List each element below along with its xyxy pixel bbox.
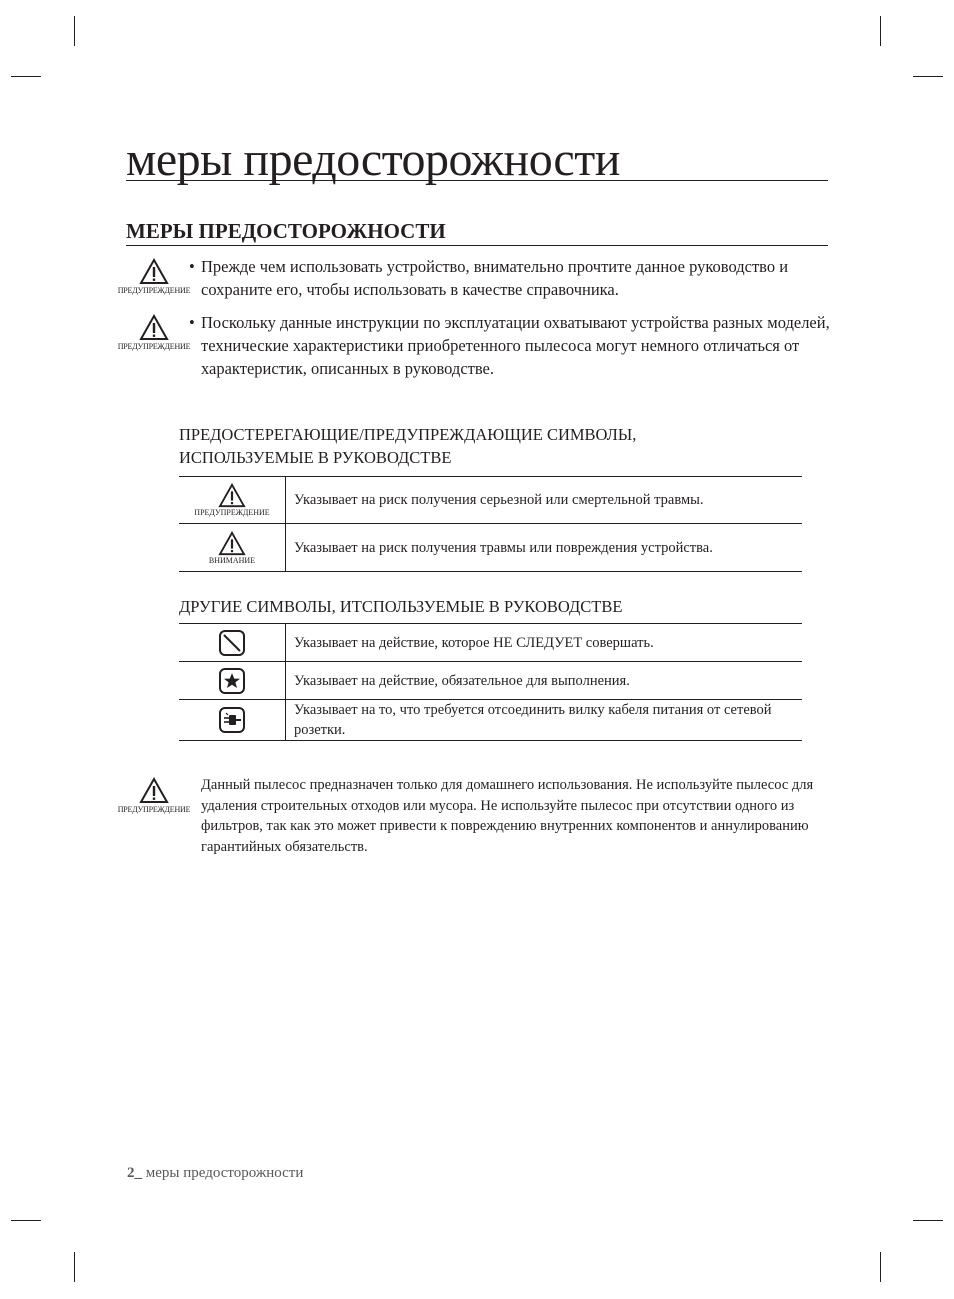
symbol-description: Указывает на риск получения серьезной или смертельной травмы. xyxy=(286,477,803,524)
warning-text xyxy=(189,311,834,380)
warning-label: ПРЕДУПРЕЖДЕНИЕ xyxy=(117,342,191,351)
symbol-cell xyxy=(179,700,286,741)
warning-badge xyxy=(114,314,194,351)
star-icon xyxy=(218,667,246,695)
table-row xyxy=(179,700,802,741)
bullet: • xyxy=(189,257,195,276)
symbol-cell xyxy=(179,662,286,700)
table-row xyxy=(179,477,802,524)
page-number: 2_ xyxy=(127,1165,142,1181)
footer-section: меры предосторожности xyxy=(142,1165,304,1181)
table-row xyxy=(179,662,802,700)
symbol-description: Указывает на действие, обязательное для выполнения. xyxy=(286,662,803,700)
warning-symbols-heading xyxy=(179,423,819,469)
page-footer xyxy=(127,1165,303,1182)
symbol-label: ПРЕДУПРЕЖДЕНИЕ xyxy=(194,508,270,517)
warning-badge xyxy=(114,258,194,295)
section-heading: МЕРЫ ПРЕДОСТОРОЖНОСТИ xyxy=(126,219,828,246)
crop-mark xyxy=(11,76,41,77)
warning-symbols-heading-line2: ИСПОЛЬЗУЕМЫЕ В РУКОВОДСТВЕ xyxy=(179,448,452,467)
bullet: • xyxy=(189,313,195,332)
crop-mark xyxy=(913,1220,943,1221)
warning-text-body: Поскольку данные инструкции по эксплуатации охватывают устройства разных моделей, технические характеристики приобретенного пылесоса могут немного отличаться от характеристик, описанных в руководстве. xyxy=(201,313,830,378)
unplug-icon xyxy=(218,706,246,734)
symbol-description: Указывает на риск получения травмы или повреждения устройства. xyxy=(286,524,803,572)
warning-symbols-heading-line1: ПРЕДОСТЕРЕГАЮЩИЕ/ПРЕДУПРЕЖДАЮЩИЕ СИМВОЛЫ, xyxy=(179,425,637,444)
warning-triangle-icon xyxy=(139,777,169,804)
symbol-cell xyxy=(179,524,286,572)
warning-text xyxy=(189,255,834,301)
table-row xyxy=(179,624,802,662)
warning-text-body: Прежде чем использовать устройство, внимательно прочтите данное руководство и сохраните его, чтобы использовать в качестве справочника. xyxy=(201,257,789,299)
warning-label: ПРЕДУПРЕЖДЕНИЕ xyxy=(117,805,191,814)
symbol-cell xyxy=(179,477,286,524)
crop-mark xyxy=(74,16,75,46)
warning-label: ПРЕДУПРЕЖДЕНИЕ xyxy=(117,286,191,295)
prohibited-icon xyxy=(218,629,246,657)
symbol-cell xyxy=(179,624,286,662)
crop-mark xyxy=(880,16,881,46)
table-row xyxy=(179,524,802,572)
crop-mark xyxy=(11,1220,41,1221)
crop-mark xyxy=(880,1252,881,1282)
crop-mark xyxy=(913,76,943,77)
other-symbols-heading: ДРУГИЕ СИМВОЛЫ, ИТСПОЛЬЗУЕМЫЕ В РУКОВОДСТВЕ xyxy=(179,597,623,616)
warning-triangle-icon xyxy=(139,258,169,285)
symbol-label: ВНИМАНИЕ xyxy=(208,555,256,565)
caution-triangle-icon xyxy=(218,531,246,556)
warning-triangle-icon xyxy=(139,314,169,341)
page-title: меры предосторожности xyxy=(126,134,828,181)
warning-symbols-table xyxy=(179,476,802,572)
symbol-description: Указывает на действие, которое НЕ СЛЕДУЕТ совершать. xyxy=(286,624,803,662)
warning-triangle-icon xyxy=(218,483,246,508)
warning-badge xyxy=(114,777,194,814)
note-text: Данный пылесос предназначен только для домашнего использования. Не используйте пылесос для удаления строительных отходов или мусора. Не используйте пылесос при отсутствии одного из фильтров, так как это может привести к повреждению внутренних компонентов и аннулированию гарантийных обязательств. xyxy=(201,777,814,855)
other-symbols-table xyxy=(179,623,802,741)
crop-mark xyxy=(74,1252,75,1282)
symbol-description: Указывает на то, что требуется отсоединить вилку кабеля питания от сетевой розетки. xyxy=(286,700,803,741)
